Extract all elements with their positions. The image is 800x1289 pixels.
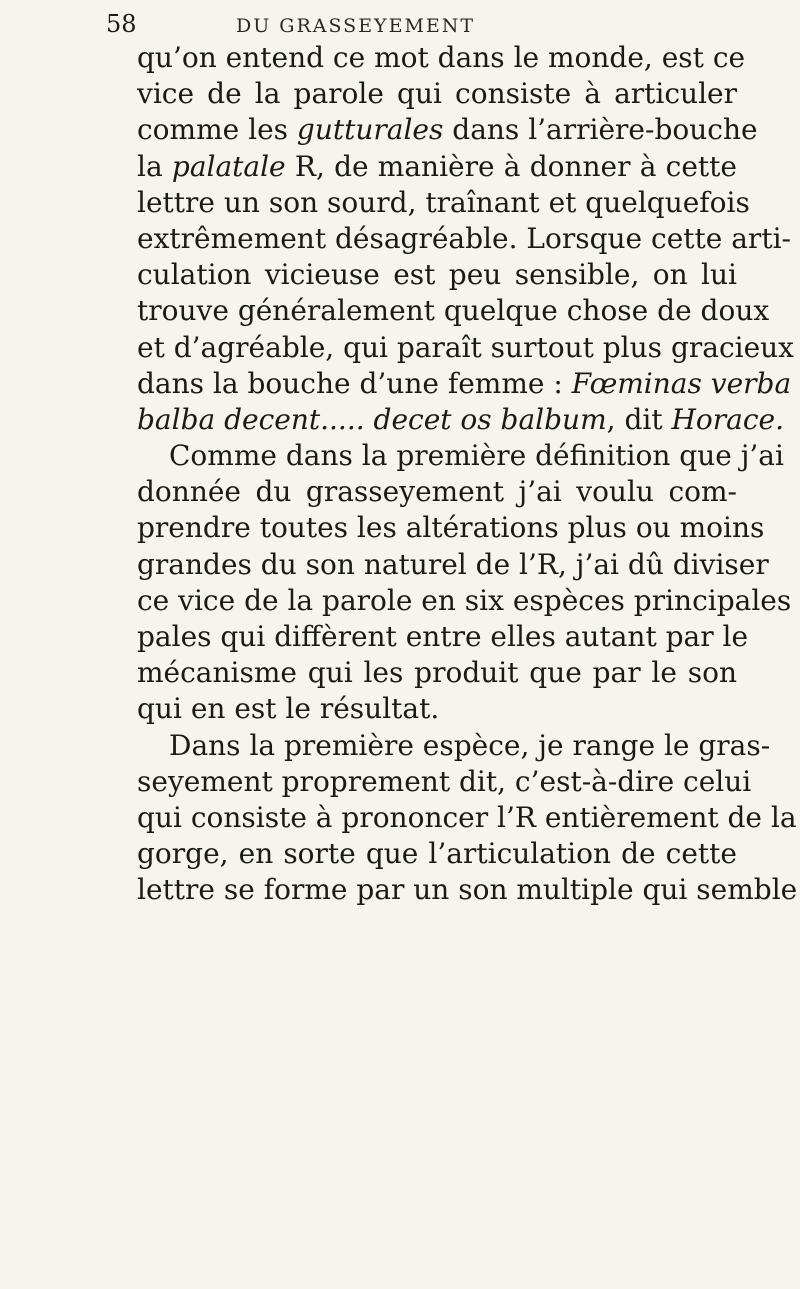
text-segment: dans l’arrière-bouche — [443, 113, 758, 147]
italic-text: palatale — [171, 149, 286, 183]
text-line — [137, 330, 794, 366]
text-segment: qui en est le résultat. — [137, 692, 440, 726]
text-segment: donnée du grasseyement j’ai voulu com- — [137, 475, 737, 509]
page-number: 58 — [106, 10, 137, 38]
text-segment: seyement proprement dit, c’est-à-dire celui — [137, 764, 752, 798]
text-segment: culation vicieuse est peu sensible, on lui — [137, 258, 737, 292]
running-head: DU GRASSEYEMENT — [236, 15, 476, 37]
text-line — [137, 293, 770, 329]
text-line — [137, 402, 784, 438]
text-segment: dans la bouche d’une femme : — [137, 366, 572, 400]
text-segment: gorge, en sorte que l’articulation de cette — [137, 837, 737, 871]
text-line — [137, 510, 765, 546]
text-segment: R, de manière à donner à cette — [285, 149, 737, 183]
text-line — [137, 872, 798, 908]
text-line — [137, 257, 737, 293]
text-segment: comme les — [137, 113, 297, 147]
text-segment: la — [137, 149, 172, 183]
italic-text: balba decent..... decet os balbum — [137, 402, 607, 436]
text-line — [137, 76, 737, 112]
text-line — [137, 185, 750, 221]
text-segment: Comme dans la première définition que j’ai — [169, 439, 784, 473]
text-segment: trouve généralement quelque chose de doux — [137, 294, 770, 328]
text-segment: mécanisme qui les produit que par le son — [137, 656, 737, 690]
body-text — [137, 40, 798, 909]
text-line — [137, 221, 791, 257]
text-line — [137, 474, 737, 510]
text-line — [137, 619, 749, 655]
text-line — [137, 691, 737, 727]
text-line — [137, 149, 737, 185]
text-segment: qu’on entend ce mot dans le monde, est ce — [137, 41, 746, 74]
text-line — [137, 366, 792, 402]
text-line — [137, 438, 784, 474]
text-segment: grandes du son naturel de l’R, j’ai dû diviser — [137, 547, 769, 581]
text-line — [137, 112, 758, 148]
text-segment: lettre se forme par un son multiple qui semble — [137, 873, 798, 907]
italic-text: gutturales — [296, 113, 444, 147]
text-line — [137, 583, 792, 619]
text-line — [137, 40, 746, 76]
text-segment: prendre toutes les altérations plus ou moins — [137, 511, 765, 545]
text-segment: , dit — [606, 402, 672, 436]
text-segment: ce vice de la parole en six espèces principales — [137, 583, 792, 617]
text-segment: lettre un son sourd, traînant et quelquefois — [137, 185, 750, 219]
text-line — [137, 547, 769, 583]
text-line — [137, 836, 737, 872]
page-header — [106, 6, 726, 42]
text-line — [137, 800, 797, 836]
text-line — [137, 655, 737, 691]
italic-text: Horace. — [671, 402, 784, 436]
text-segment: pales qui diffèrent entre elles autant par le — [137, 620, 749, 653]
text-segment: extrêmement désagréable. Lorsque cette arti- — [137, 221, 791, 255]
text-segment: qui consiste à prononcer l’R entièrement de la — [137, 800, 797, 834]
text-segment: vice de la parole qui consiste à articuler — [137, 77, 737, 111]
text-line — [137, 764, 752, 800]
text-line — [137, 728, 771, 764]
text-segment: et d’agréable, qui paraît surtout plus gracieux — [137, 330, 794, 364]
text-segment: Dans la première espèce, je range le gras- — [169, 728, 771, 762]
italic-text: Fœminas verba — [571, 366, 792, 400]
